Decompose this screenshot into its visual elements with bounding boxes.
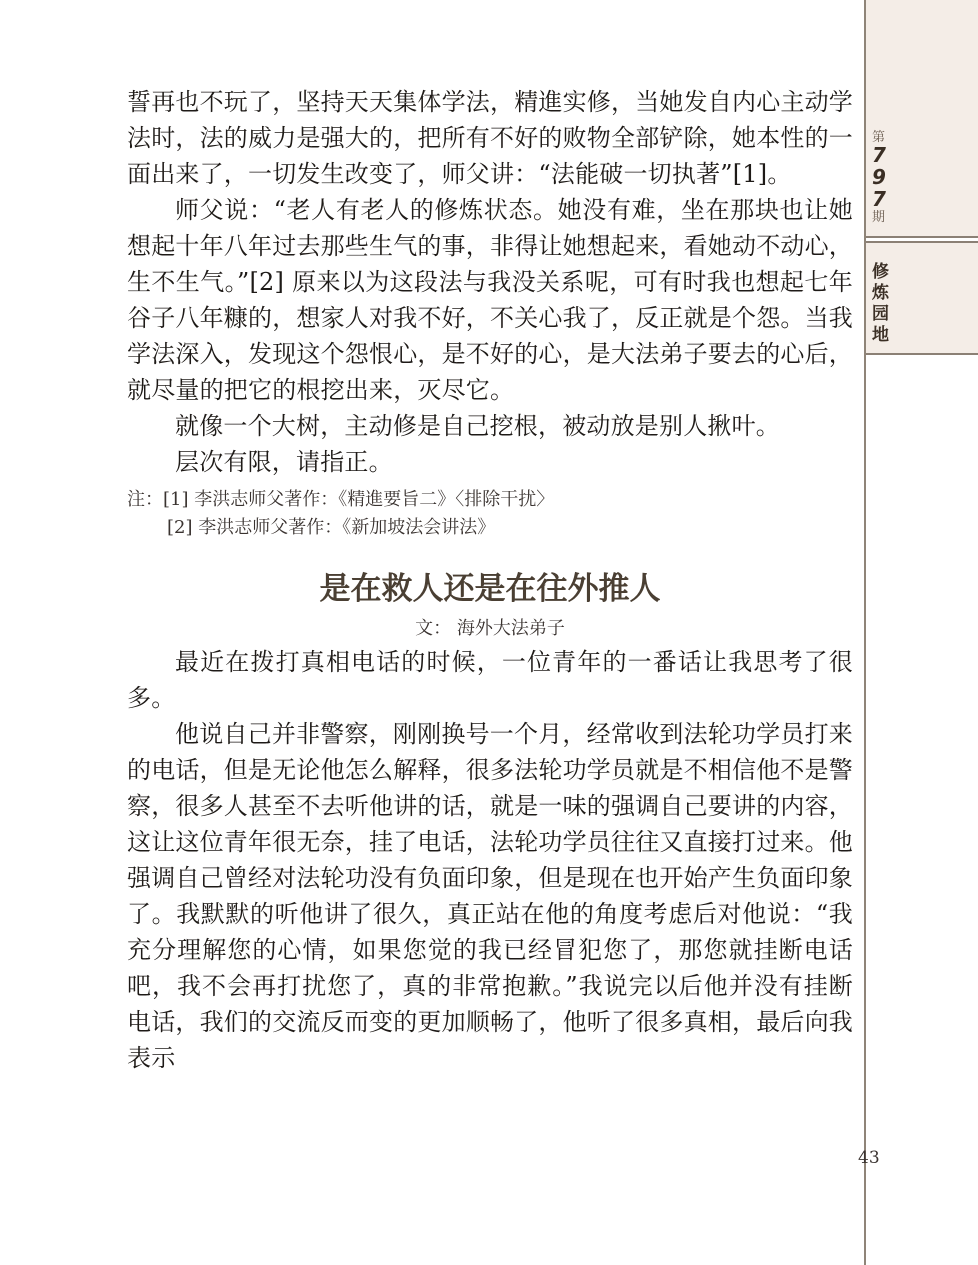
- section-label-char: 修: [872, 262, 889, 282]
- article-paragraph: 最近在拨打真相电话的时候，一位青年的一番话让我思考了很多。: [127, 648, 853, 712]
- section-label-char: 炼: [872, 283, 889, 303]
- issue-prefix: 第: [872, 130, 886, 145]
- article-paragraph: 他说自己并非警察，刚刚换号一个月，经常收到法轮功学员打来的电话，但是无论他怎么解释，很多法轮功学员就是不相信他不是警察，很多人甚至不去听他讲的话，就是一味的强调自己要讲的内容，这让这位青年很无奈，挂了电话，法轮功学员往往又直接打过来。他强调自己曾经对法轮功没有负面印象，但是现在也开始产生负面印象了。我默默的听他讲了很久，真正站在他的角度考虑后对他说：“我充分理解您的心情，如果您觉的我已经冒犯您了，那您就挂断电话吧，我不会再打扰您了，真的非常抱歉。”我说完以后他并没有挂断电话，我们的交流反而变的更加顺畅了，他听了很多真相，最后向我表示: [127, 720, 853, 1072]
- issue-digit: 7: [872, 143, 886, 167]
- footnote: 注：[1] 李洪志师父著作：《精進要旨二》〈排除干扰〉: [127, 489, 555, 510]
- section-label-char: 园: [872, 304, 889, 324]
- article-byline: 文： 海外大法弟子: [415, 618, 565, 639]
- divider: [866, 236, 978, 238]
- article-paragraph: 师父说：“老人有老人的修炼状态。她没有难，坐在那块也让她想起十年八年过去那些生气的事，非得让她想起来，看她动不动心，生不生气。”[2] 原来以为这段法与我没关系呢，可有时我也想起七年谷子八年糠的，想家人对我不好，不关心我了，反正就是个怨。当我学法深入，发现这个怨恨心，是不好的心，是大法弟子要去的心后，就尽量的把它的根挖出来，灭尽它。: [127, 196, 853, 404]
- page-number: 43: [858, 1148, 880, 1168]
- issue-digit: 9: [872, 165, 886, 189]
- section-label-char: 地: [872, 325, 889, 345]
- issue-suffix: 期: [872, 210, 886, 225]
- issue-digit: 7: [872, 187, 886, 211]
- article-title: 是在救人还是在往外推人: [319, 571, 661, 607]
- article-paragraph: 誓再也不玩了，坚持天天集体学法，精進实修，当她发自内心主动学法时，法的威力是强大的，把所有不好的败物全部铲除，她本性的一面出来了，一切发生改变了，师父讲：“法能破一切执著”[1]。: [127, 88, 853, 188]
- article-paragraph: 就像一个大树，主动修是自己挖根，被动放是别人揪叶。: [175, 412, 780, 440]
- footnotes: [127, 486, 853, 542]
- footnote: [2] 李洪志师父著作：《新加坡法会讲法》: [167, 517, 496, 538]
- page-content: [127, 84, 853, 1076]
- article-paragraph: 层次有限，请指正。: [175, 448, 393, 476]
